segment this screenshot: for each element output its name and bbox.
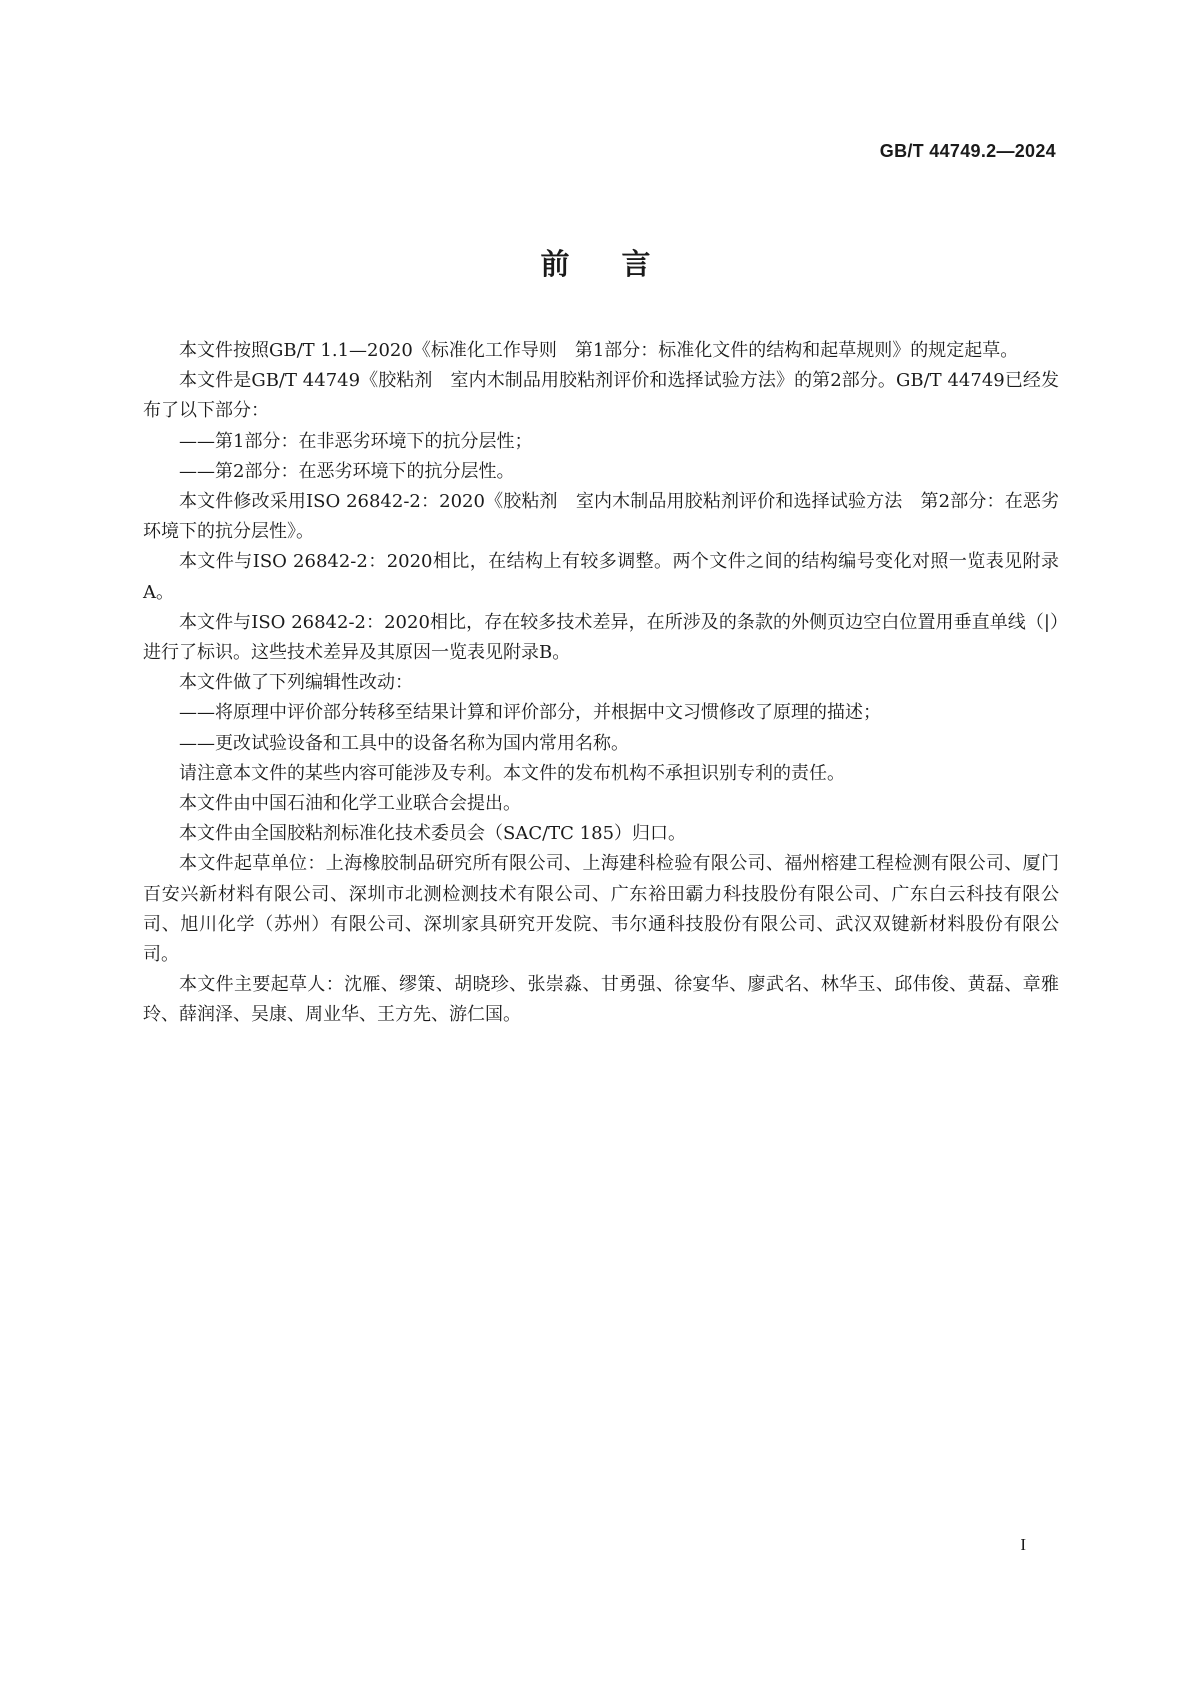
- paragraph-patent-notice: 请注意本文件的某些内容可能涉及专利。本文件的发布机构不承担识别专利的责任。: [179, 762, 845, 784]
- paragraph-iso-adoption: 本文件修改采用ISO 26842-2：2020《胶粘剂 室内木制品用胶粘剂评价和选择试验方法 第2部分：在恶劣环境下的抗分层性》。: [143, 491, 1059, 543]
- paragraph-drafting-rules: 本文件按照GB/T 1.1—2020《标准化工作导则 第1部分：标准化文件的结构和起草规则》的规定起草。: [179, 340, 1019, 361]
- paragraph-technical-differences: 本文件与ISO 26842-2：2020相比，存在较多技术差异，在所涉及的条款的外侧页边空白位置用垂直单线（|）进行了标识。这些技术差异及其原因一览表见附录B。: [143, 611, 1059, 664]
- page-number: I: [1020, 1535, 1026, 1554]
- paragraph-proposer: 本文件由中国石油和化学工业联合会提出。: [179, 793, 521, 815]
- standard-number: GB/T 44749.2—2024: [879, 141, 1056, 161]
- foreword-body: [143, 336, 1059, 1031]
- paragraph-drafters: 本文件主要起草人：沈雁、缪策、胡晓珍、张崇淼、甘勇强、徐宴华、廖武名、林华玉、邱伟俊、黄磊、章雅玲、薛润泽、吴康、周业华、王方先、游仁国。: [143, 974, 1059, 1026]
- list-item-part-2: ——第2部分：在恶劣环境下的抗分层性。: [179, 460, 515, 482]
- list-item-editorial-1: ——将原理中评价部分转移至结果计算和评价部分，并根据中文习惯修改了原理的描述；: [179, 702, 881, 724]
- paragraph-committee: 本文件由全国胶粘剂标准化技术委员会（SAC/TC 185）归口。: [179, 823, 687, 845]
- page-title: 前言: [540, 247, 703, 281]
- paragraph-editorial-changes: 本文件做了下列编辑性改动：: [179, 672, 413, 694]
- list-item-part-1: ——第1部分：在非恶劣环境下的抗分层性；: [179, 430, 533, 452]
- paragraph-series-parts: 本文件是GB/T 44749《胶粘剂 室内木制品用胶粘剂评价和选择试验方法》的第2部分。GB/T 44749已经发布了以下部分：: [143, 370, 1059, 422]
- paragraph-structure-changes: 本文件与ISO 26842-2：2020相比，在结构上有较多调整。两个文件之间的结构编号变化对照一览表见附录A。: [143, 551, 1059, 603]
- paragraph-drafting-units: 本文件起草单位：上海橡胶制品研究所有限公司、上海建科检验有限公司、福州榕建工程检测有限公司、厦门百安兴新材料有限公司、深圳市北测检测技术有限公司、广东裕田霸力科技股份有限公司、广东白云科技有限公司、旭川化学（苏州）有限公司、深圳家具研究开发院、韦尔通科技股份有限公司、武汉双键新材料股份有限公司。: [143, 853, 1059, 966]
- list-item-editorial-2: ——更改试验设备和工具中的设备名称为国内常用名称。: [179, 732, 629, 754]
